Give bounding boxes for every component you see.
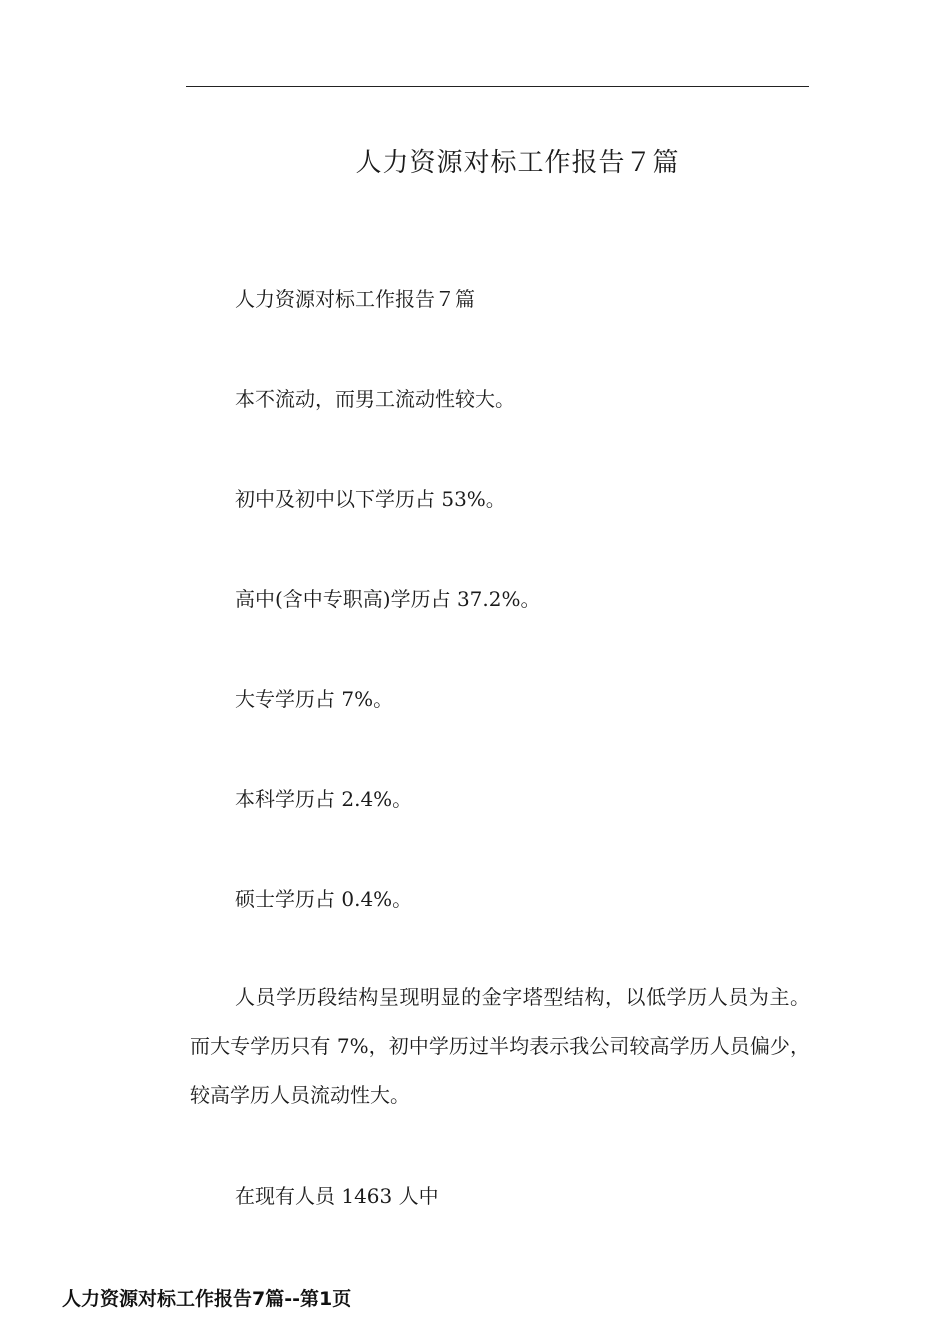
paragraph-junior-high: 初中及初中以下学历占 53%。 [235, 487, 506, 511]
paragraph-bachelor: 本科学历占 2.4%。 [235, 787, 413, 811]
paragraph-turnover: 本不流动，而男工流动性较大。 [235, 387, 515, 411]
paragraph-staff-count: 在现有人员 1463 人中 [235, 1184, 439, 1208]
paragraph-subtitle: 人力资源对标工作报告７篇 [235, 287, 475, 311]
paragraph-master: 硕士学历占 0.4%。 [235, 887, 413, 911]
paragraph-college: 大专学历占 7%。 [235, 687, 394, 711]
paragraph-summary: 人员学历段结构呈现明显的金字塔型结构，以低学历人员为主。而大专学历只有 7%，初中学历过半均表示我公司较高学历人员偏少，较高学历人员流动性大。 [190, 985, 810, 1107]
page-footer: 人力资源对标工作报告7篇--第1页 [62, 1288, 352, 1310]
document-title: 人力资源对标工作报告７篇 [355, 148, 680, 178]
header-rule [186, 86, 809, 87]
paragraph-high-school: 高中(含中专职高)学历占 37.2%。 [235, 587, 541, 611]
